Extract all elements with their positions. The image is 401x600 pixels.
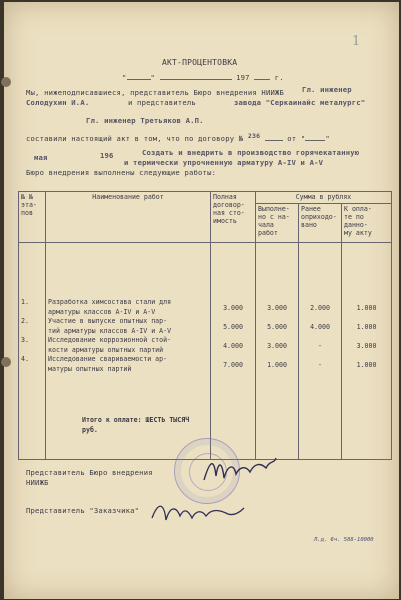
date-quote-open: " xyxy=(122,73,127,82)
row-3-pay: 3.000 xyxy=(356,342,377,350)
row-2-name-a: Участие в выпуске опытных пар- xyxy=(48,317,168,325)
row-4-done: 1.000 xyxy=(267,361,287,369)
purpose-text-bottom: и термически упрочненную арматуру А-IV и А-V xyxy=(124,158,324,167)
contract-text: составили настоящий акт в том, что по договору № xyxy=(26,134,244,143)
intro-works: Бюро внедрения выполнены следующие работы: xyxy=(26,168,217,177)
rep-bureau-line-1: Представитель Бюро внедрения xyxy=(26,468,153,477)
parties-line-3: Гл. инженер Третьяков А.П. xyxy=(86,116,204,125)
row-3-num: 3. xyxy=(21,336,29,344)
date-line xyxy=(122,73,284,82)
date-year-suffix: г. xyxy=(274,73,284,82)
rep-customer-label: Представитель "Заказчика" xyxy=(26,506,140,515)
purpose-text-top: Создать и внедрить в производство горячекатанную xyxy=(142,148,360,157)
parties-line-1-right: Гл. инженер xyxy=(302,85,352,94)
col-name xyxy=(46,243,211,460)
contract-day-open: " xyxy=(300,134,306,143)
row-2-full: 5.000 xyxy=(223,323,243,331)
header-num: № № эта- пов xyxy=(19,192,46,243)
header-sum: Сумма в рублях xyxy=(256,192,392,204)
signature-customer xyxy=(148,498,248,530)
page-number: 1 xyxy=(352,34,361,49)
parties-line-2-name: Солодухин И.А. xyxy=(26,98,90,107)
row-2-num: 2. xyxy=(21,317,29,325)
rep-bureau-line-2: НИИЖБ xyxy=(26,478,49,487)
row-1-pay: 1.000 xyxy=(356,304,377,312)
col-full xyxy=(211,243,256,460)
row-2-done: 5.000 xyxy=(267,323,287,331)
row-1-num: 1. xyxy=(21,298,29,306)
row-3-name-a: Исследование коррозионной стой- xyxy=(48,336,172,344)
contract-line xyxy=(26,134,330,143)
col-prev xyxy=(299,243,342,460)
punch-hole xyxy=(1,77,11,87)
row-2-pay: 1.000 xyxy=(356,323,377,331)
col-num xyxy=(19,243,46,460)
row-1-done: 3.000 xyxy=(267,304,287,312)
parties-line-1: Мы, нижеподписавшиеся, представитель Бюро внедрения НИИЖБ xyxy=(26,88,285,97)
date-year: 197 xyxy=(236,73,250,82)
col-pay xyxy=(342,243,392,460)
header-prev-paid: Ранее оприходо- вано xyxy=(299,204,342,243)
row-3-full: 4.000 xyxy=(223,342,243,350)
col-done xyxy=(256,243,299,460)
signature-bureau xyxy=(200,450,280,490)
archive-note: Л.д. 6ч. 588-10000 xyxy=(314,537,374,543)
date-quote-close: " xyxy=(150,73,156,82)
row-1-full: 3.000 xyxy=(223,304,243,312)
row-2-name-b: тий арматуры классов А-IV и А-V xyxy=(48,326,172,335)
row-3-done: 3.000 xyxy=(267,342,287,350)
works-table xyxy=(18,191,392,460)
row-3-prev: - xyxy=(318,342,322,350)
document-title: АКТ-ПРОЦЕНТОВКА xyxy=(162,58,238,67)
header-name: Наименование работ xyxy=(46,192,211,243)
contract-number: 236 xyxy=(247,132,261,140)
row-4-prev: - xyxy=(318,361,322,369)
header-to-pay: К опла- те по данно- му акту xyxy=(342,204,392,243)
purpose-year: 196 xyxy=(100,151,114,160)
document-page xyxy=(4,2,399,599)
total-to-pay: Итого к оплате: ШЕСТЬ ТЫСЯЧ руб. xyxy=(82,416,190,434)
contract-day-close: " xyxy=(325,134,330,143)
row-4-num: 4. xyxy=(21,355,29,363)
parties-line-2-right: завода "Серкаинайс металургс" xyxy=(234,98,366,107)
row-4-full: 7.000 xyxy=(223,361,243,369)
row-4-pay: 1.000 xyxy=(356,361,377,369)
row-4-name-b: матуры опытных партий xyxy=(48,364,132,373)
punch-hole xyxy=(1,357,11,367)
header-done: Выполне- но с на- чала работ xyxy=(256,204,299,243)
row-2-prev: 4.000 xyxy=(310,323,330,331)
header-full-cost: Полная договор- ная сто- имость xyxy=(211,192,256,243)
table-body-row xyxy=(19,243,392,460)
parties-line-2-middle: и представитель xyxy=(128,98,196,107)
row-1-name-b: арматуры классов А-IV и А-V xyxy=(48,307,156,316)
contract-from-label: от xyxy=(287,134,297,143)
row-1-name-a: Разработка химсостава стали для xyxy=(48,298,172,306)
table-header-row xyxy=(19,192,392,204)
row-4-name-a: Исследование свариваемости ар- xyxy=(48,355,168,363)
purpose-month: мая xyxy=(34,153,48,162)
row-1-prev: 2.000 xyxy=(310,304,330,312)
row-3-name-b: кости арматуры опытных партий xyxy=(48,345,164,354)
